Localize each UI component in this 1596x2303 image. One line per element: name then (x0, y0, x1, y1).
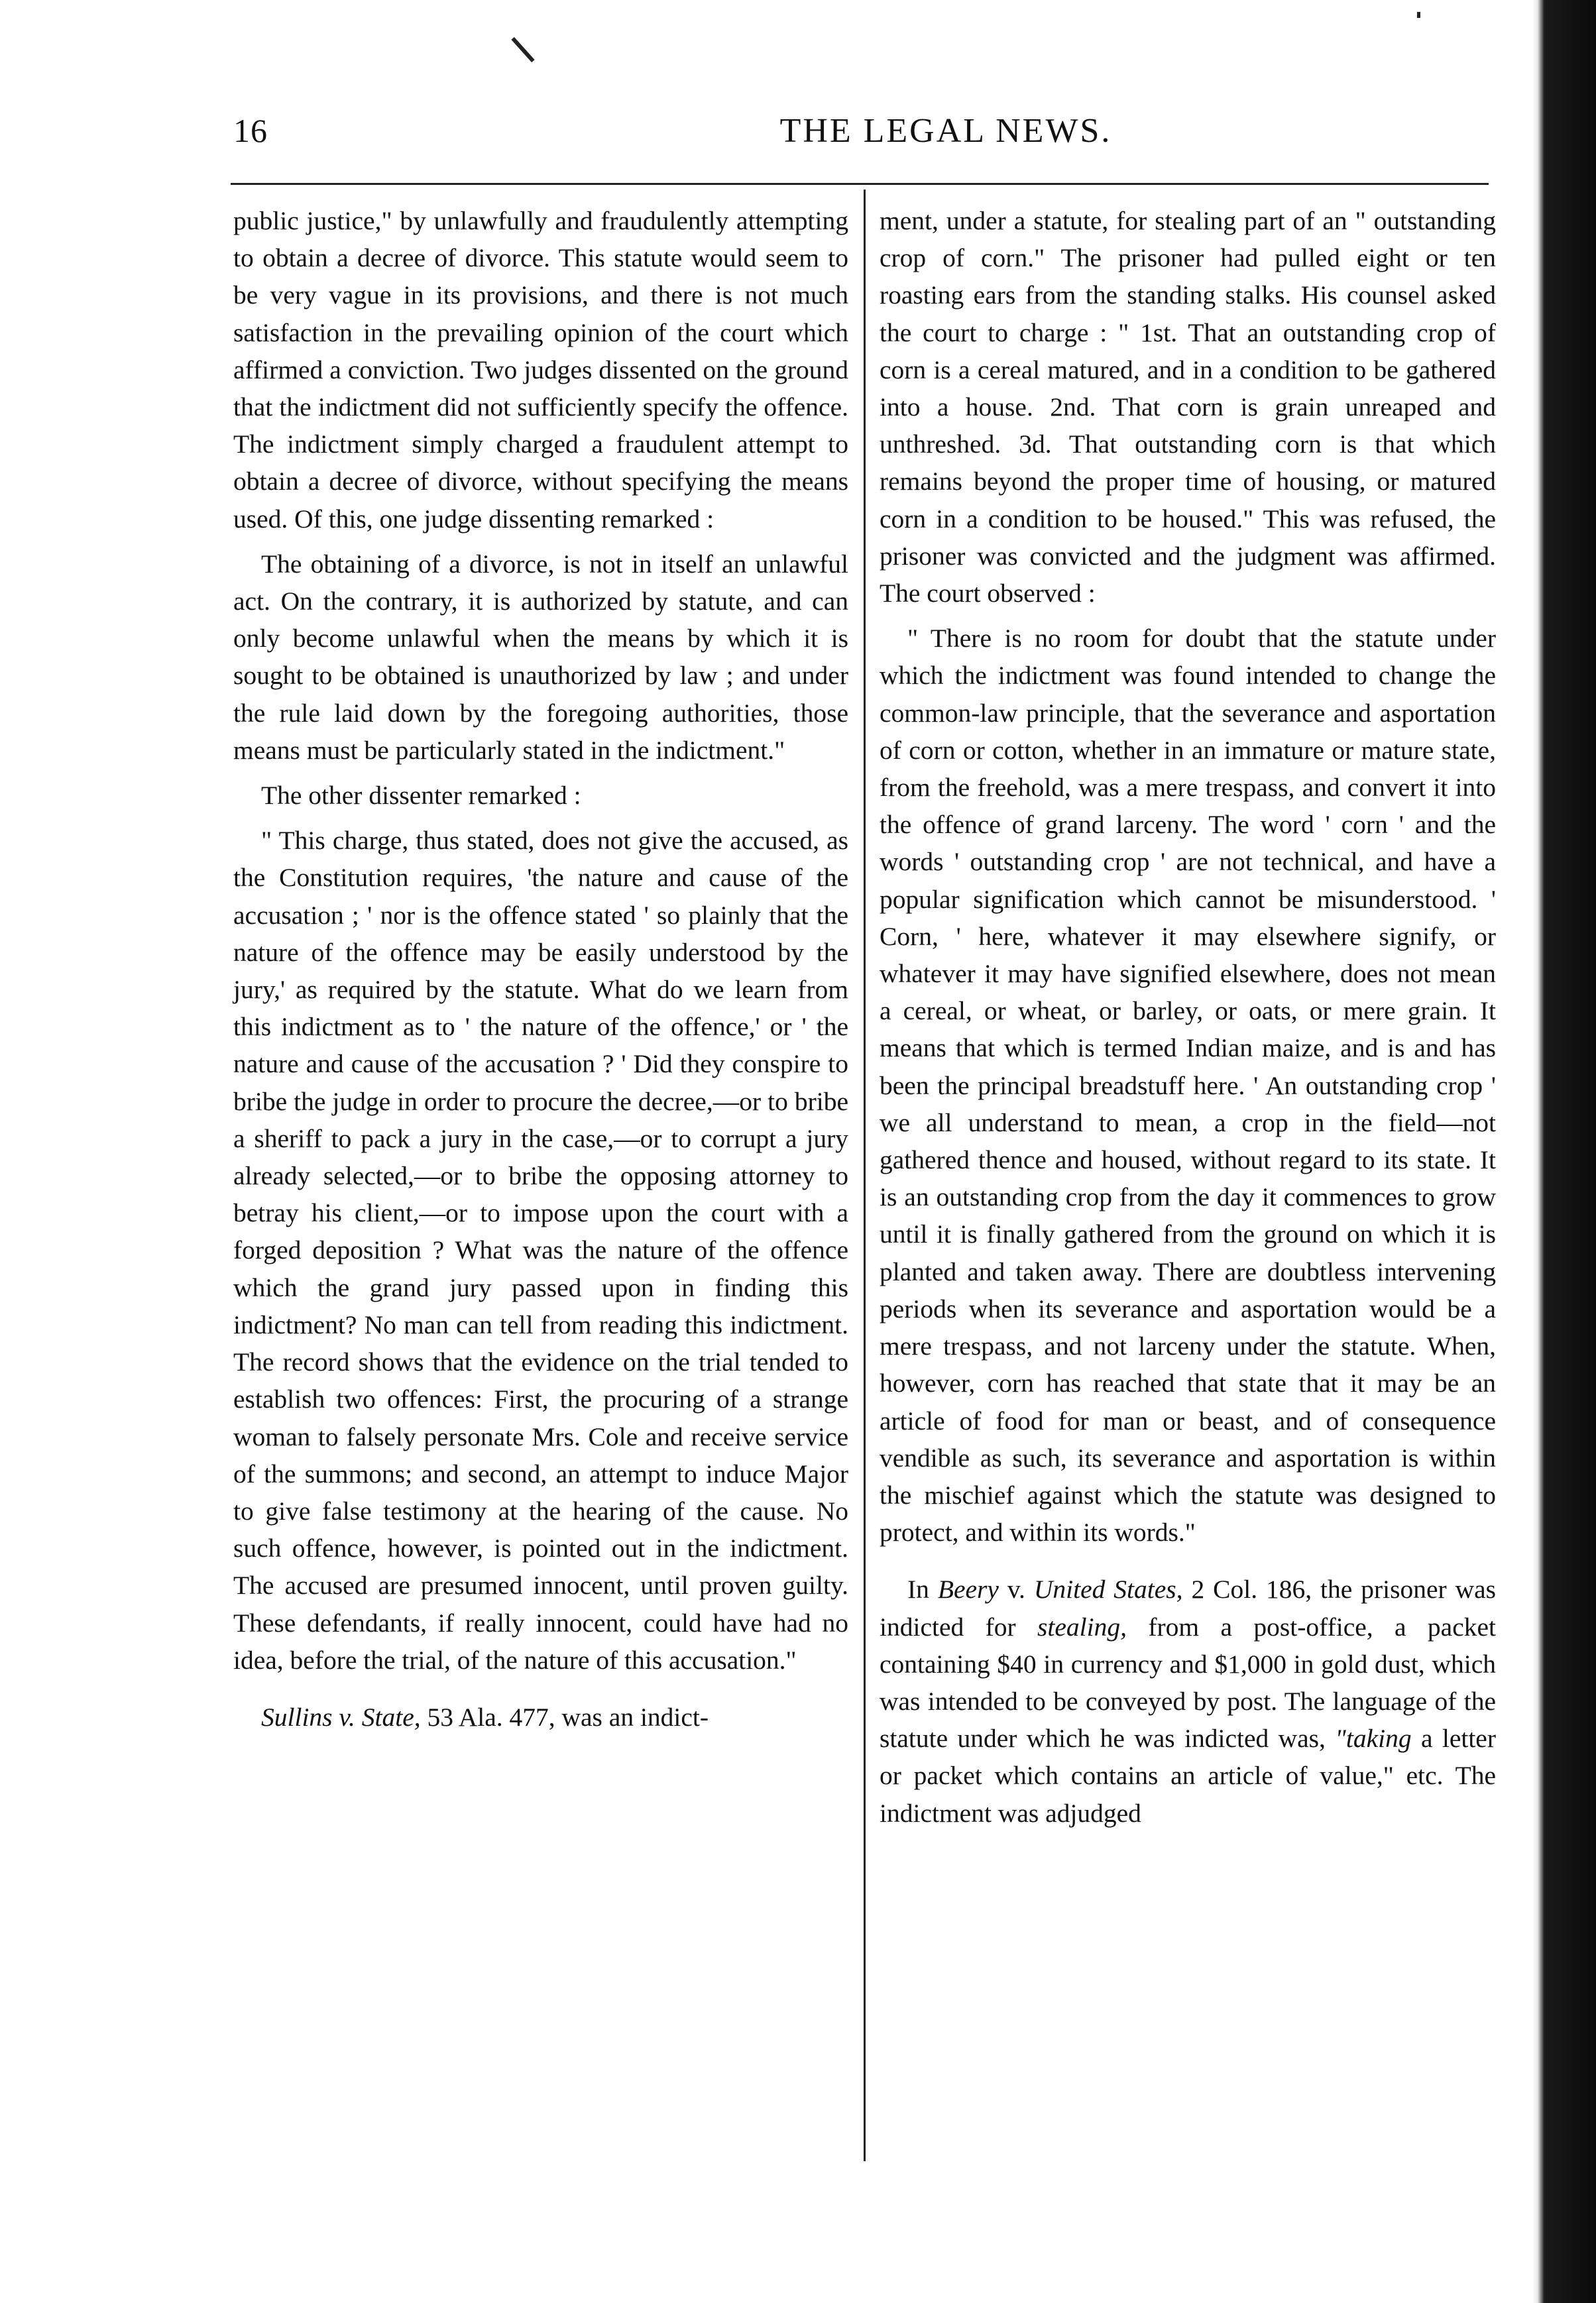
paragraph: The other dissenter remarked : (261, 781, 581, 811)
page-header (233, 111, 1486, 164)
right-column (880, 202, 1496, 1832)
case-name: United States, (1033, 1575, 1183, 1604)
emphasis: stealing, (1037, 1612, 1127, 1642)
page-number: 16 (233, 112, 268, 149)
quoted-paragraph: The obtaining of a divorce, is not in itself an unlawful act. On the contrary, it is authorized by statute, and can only become unlawful when the means by which it is sought to be obtained is unauthorized by law ; and under the rule laid down by the foregoing authorities, those means must be particularly stated in the indictment." (233, 549, 848, 765)
quoted-paragraph: " This charge, thus stated, does not give the accused, as the Constitution requires, 'the nature and cause of the accusation ; ' nor is the offence stated ' so plainly that the nature of the offence may be easily understood by the jury,' as required by the statute. What do we learn from this indictment as to ' the nature of the offence,' or ' the nature and cause of the accusation ? ' Did they conspire to bribe the judge in order to procure the decree,—or to bribe a sheriff to pack a jury in the case,—or to corrupt a jury already selected,—or to bribe the opposing attorney to betray his client,—or to impose upon the court with a forged deposition ? What was the nature of the offence which the grand jury passed upon in finding this indictment? No man can tell from reading this indictment. The record shows that the evidence on the trial tended to establish two offences: First, the procuring of a strange woman to falsely personate Mrs. Cole and receive service of the summons; and second, an attempt to induce Major to give false testimony at the hearing of the cause. No such offence, however, is pointed out in the indictment. The accused are presumed innocent, until proven guilty. These defendants, if really innocent, could have had no idea, before the trial, of the nature of this accusation." (233, 826, 848, 1675)
header-rule (231, 183, 1489, 185)
column-divider (864, 190, 866, 2161)
case-name: Sullins v. State, (261, 1702, 421, 1732)
ink-speck (1417, 12, 1420, 18)
left-column (233, 202, 848, 1736)
running-head: THE LEGAL NEWS. (779, 112, 1112, 150)
paragraph-text: 53 Ala. 477, was an indict- (420, 1702, 709, 1732)
paragraph-text: v. (998, 1575, 1034, 1604)
paragraph-text: 2 Col. 186, the prisoner was indicted for (880, 1575, 1497, 1642)
ink-mark (511, 37, 534, 62)
emphasis: "taking (1335, 1724, 1412, 1754)
page-edge-shadow (1532, 0, 1596, 2303)
paragraph-text: In (907, 1575, 938, 1604)
paragraph (233, 1699, 848, 1736)
paragraph: public justice," by unlawfully and fraudulently attempting to obtain a decree of divorce. This statute would seem to be very vague in its provisions, and there is not much satisfaction in the prevailing opinion of the court which affirmed a conviction. Two judges dissented on the ground that the indictment did not sufficiently specify the offence. The indictment simply charged a fraudulent attempt to obtain a decree of divorce, without specifying the means used. Of this, one judge dissenting remarked : (233, 206, 848, 534)
paragraph-text: a letter or packet which contains an article of value," etc. The indictment was adjudged (880, 1724, 1496, 1828)
paragraph-text: from a post-office, a packet containing $40 in currency and $1,000 in gold dust, which was intended to be conveyed by post. The language of the statute under which he was indicted was, (880, 1612, 1496, 1754)
paragraph (880, 1571, 1496, 1831)
quoted-paragraph: " There is no room for doubt that the statute under which the indictment was found intended to change the common-law principle, that the severance and asportation of corn or cotton, whether in an immature or mature state, from the freehold, was a mere trespass, and convert it into the offence of grand larceny. The word ' corn ' and the words ' outstanding crop ' are not technical, and have a popular signification which cannot be misunderstood. ' Corn, ' here, whatever it may elsewhere signify, or whatever it may have signified elsewhere, does not mean a cereal, or wheat, or barley, or oats, or mere grain. It means that which is termed Indian maize, and is and has been the principal breadstuff here. ' An outstanding crop ' we all understand to mean, a crop in the field—not gathered thence and housed, without regard to its state. It is an outstanding crop from the day it commences to grow until it is finally gathered from the ground on which it is planted and taken away. There are doubtless intervening periods when its severance and asportation would be a mere trespass, and not larceny under the statute. When, however, corn has reached that state that it may be an article of food for man or beast, and of consequence vendible as such, its severance and asportation is within the mischief against which the statute was designed to protect, and within its words." (880, 624, 1496, 1547)
paragraph: ment, under a statute, for stealing part of an " outstanding crop of corn." The prisoner had pulled eight or ten roasting ears from the standing stalks. His counsel asked the court to charge : " 1st. That an outstanding crop of corn is a cereal matured, and in a condition to be gathered into a house. 2nd. That corn is grain unreaped and unthreshed. 3d. That outstanding corn is that which remains beyond the proper time of housing, or matured corn in a condition to be housed." This was refused, the prisoner was convicted and the judgment was affirmed. The court observed : (880, 206, 1496, 608)
case-name: Beery (937, 1575, 999, 1604)
